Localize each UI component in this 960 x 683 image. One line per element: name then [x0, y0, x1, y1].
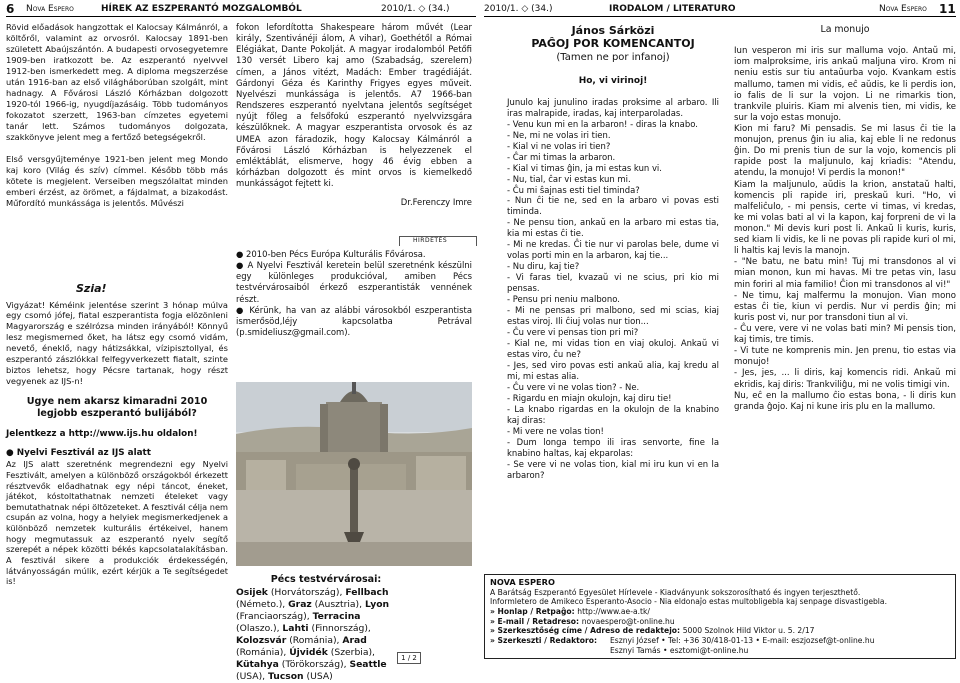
story-paragraph: - "Ne batu, ne batu min! Tuj mi transdonos al vi mian monon, kun mi havas. Mi tre petas vin, lasu min foriri al mia familio! Ĉion mi transdonos al vi!" — [734, 257, 956, 290]
kalocsay-bio-paragraph: Rövid előadások hangzottak el Kalocsay Kálmánról, a költőről, valamint az orvosról. Kalocsay 1891-ben született Abaújszántón. A budapesti orvosegyetemre 1909-ben iratkozott be. Az eszperantó nyelvvel 1912-ben ismerkedett meg. A diploma megszerzése után 1916-ban az első világháborúban szolgált, mint hadnagy. A Fővárosi László Kórházban dolgozott 1920-tól 1966-ig, nyugdíjazásáig. Több tudományos fokozatot szerzett, 1963-ban címzetes egyetemi tanár lett. Számos tudományos dolgozata, szakkönyve jelent meg a fertőző betegségekről. — [6, 22, 228, 143]
sister-city-country: (Törökország), — [278, 659, 350, 671]
colophon-line-2: Informletero de Amikeco Esperanto-Asocio - Nia eldonaĵo estas multobligebla kaj senpage disvastigebla. — [490, 597, 887, 607]
dialog-line: Junulo kaj junulino iradas proksime al arbaro. Ili iras malrapide, iradas, kaj interparoladas. — [507, 96, 719, 118]
festival-title — [6, 448, 228, 460]
column-1 — [6, 22, 228, 210]
left-paper-name: Nova Espero — [26, 3, 74, 14]
sister-cities-title: Pécs testvérvárosai: — [270, 574, 382, 585]
dialog-line: - Ne, mi ne volas iri tien. — [507, 129, 611, 140]
sister-cities-list — [236, 587, 396, 683]
editors-label: » Szerkeszti / Redaktoro: — [490, 636, 598, 646]
colophon-email — [490, 617, 950, 627]
colophon-box — [484, 574, 956, 659]
sister-city-country: (Szerbia), — [327, 647, 375, 659]
sister-city-name: Kütahya — [236, 659, 279, 671]
dialog-line: - Kial ne, mi vidas tion en viaj okuloj. Ankaŭ vi estas viro, ĉu ne? — [507, 338, 719, 360]
sister-cities-section — [236, 574, 396, 683]
right-page-header — [484, 1, 956, 17]
column-3 — [507, 24, 719, 481]
sister-city-country: (Németo.), — [236, 599, 289, 611]
pecs-city-photo — [236, 382, 472, 566]
email-link[interactable]: novaespero@t-online.hu — [581, 616, 675, 626]
sister-city-country: (USA) — [303, 671, 333, 683]
dialog-line: - Pensu pri neniu malbono. — [507, 294, 620, 305]
sister-city-country: (Olaszo.), — [236, 623, 283, 635]
article-title: PAĜOJ POR KOMENCANTOJ — [531, 37, 695, 51]
article-author: János Sárközi — [571, 24, 655, 37]
left-header-title: HÍREK AZ ESZPERANTÓ MOZGALOMBÓL — [101, 3, 302, 14]
szia-body: Vigyázat! Kéméink jelentése szerint 3 hónap múlva egy csomó jófej, fiatal eszperantista fogja elözönleni Magyarország e szélrózsa minden irányából! Könnyű lesz megismerned őket, ha látsz egy csomó vidám, nevető, éneklő, nagy hátizsákkal, vízipisztollyal, és eszperantó zászlókkal felfegyverkezett fiatalt, szinte biztos lehetsz, hogy Pécsre tartanak, hogy részt vegyenek az IJS-n! — [6, 299, 228, 387]
bullet-icon: ● — [236, 304, 250, 315]
dialog-line: - La knabo rigardas en la okulojn de la knabino kaj diras: — [507, 404, 719, 426]
dialog-line: - Mi ne pensas pri malbono, sed mi scias, kiaj estas viroj. Ili ĉiuj volas nur tion... — [507, 305, 719, 327]
sister-city-country: (Franciaország), — [236, 611, 313, 623]
dialog-lines — [507, 97, 719, 481]
dialog-line: - Venu kun mi en la arbaron! - diras la knabo. — [507, 118, 698, 129]
ad-item-3 — [236, 305, 472, 338]
email-label: » E-mail / Retadreso: — [490, 616, 582, 626]
story-paragraph: - Ĉu vere, vere vi ne volas bati min? Mi pensis tion, kaj timis, tre timis. — [734, 323, 956, 346]
sister-city-name: Graz — [288, 599, 312, 611]
ad-item-2-text: A Nyelvi Fesztivál keretein belül szeretnénk készülni egy különleges produkcióval, amiben Pécs testvérvárosaiból érkező eszperantisták vennének részt. — [236, 260, 472, 304]
colophon-name: NOVA ESPERO — [490, 577, 555, 587]
ad-section — [236, 249, 472, 338]
section-heading: Ho, vi virinoj! — [578, 75, 648, 86]
right-paper-name: Nova Espero — [879, 3, 927, 14]
story-paragraph: - Jes, jes, ... li diris, kaj komencis ridi. Ankaŭ mi ekridis, kaj diris: Trankviliĝu, mi ne volis timigi vin. — [734, 368, 956, 390]
ad-item-1 — [236, 249, 472, 260]
bullet-icon: ● — [236, 260, 248, 271]
colophon-line-1: A Barátság Eszperantó Egyesület Hírlevele - Kiadványunk sokszorosítható és ingyen terjeszthető. — [490, 587, 861, 597]
dialog-line: - Mi ne kredas. Ĉi tie nur vi parolas bele, dume vi volas porti min en la arbaron, kaj tie... — [507, 239, 719, 261]
dialog-line: - Kial vi timas ĝin, ja mi estas kun vi. — [507, 162, 662, 173]
colophon-editors — [490, 636, 950, 655]
dialog-line: - Ĉu vere vi pensas tion pri mi? — [507, 327, 639, 338]
ad-item-1-text: 2010-ben Pécs Európa Kulturális Fővárosa. — [246, 249, 426, 259]
column-4 — [734, 24, 956, 413]
sister-city-country: (Finnország), — [308, 623, 371, 635]
colophon-address — [490, 626, 950, 636]
dialog-line: - Ne pensu tion, ankaŭ en la arbaro mi estas tia, kia mi estas ĉi tie. — [507, 217, 719, 239]
colophon-homepage — [490, 607, 950, 617]
right-header-title: IRODALOM / LITERATURO — [609, 3, 736, 14]
sister-city-name: Terracina — [312, 611, 361, 623]
sister-city-name: Osijek — [236, 587, 268, 599]
szia-heading: Szia! — [76, 282, 107, 295]
dialog-line: - Rigardu en miajn okulojn, kaj diru tie! — [507, 393, 672, 404]
dialog-line: - Nu diru, kaj tie? — [507, 261, 580, 272]
sister-city-name: Seattle — [349, 659, 387, 671]
right-header-issue: 2010/1. ◇ (34.) — [484, 3, 553, 14]
left-header-issue: 2010/1. ◇ (34.) — [381, 3, 450, 14]
bullet-icon: ● — [236, 249, 247, 259]
address-label: » Szerkesztőség címe / Adreso de redaktejo: — [490, 626, 683, 636]
sister-city-country: (Horvátország), — [267, 587, 346, 599]
column-2 — [236, 22, 472, 209]
editor-1: Esznyi József • Tel: +36 30/418-01-13 • E-mail: eszjozsef@t-online.hu — [610, 636, 875, 646]
dialog-line: - Jes, sed viro povas esti ankaŭ alia, kaj kredu al mi, mi estas alia. — [507, 360, 719, 382]
festival-body: Az IJS alatt szeretnénk megrendezni egy Nyelvi Fesztivált, amelyen a különböző országokból érkezett résztvevők előadhatnak egy népi táncot, éneket, játékot, kóstoltathatnak nemzeti ételeket vagy bemutathatnak népi öltözeteket. A fesztivál célja nem csupán az volna, hogy a helyiek megismerkedjenek a különböző nemzetek kulturális értékeivel, hanem hogy megmutassuk az eszperantó nyelv segítő szerepét a népek közötti békés kapcsolatalakításban. A fesztivál sikere a produkciók érdekességén, látványosságán múlik, ezért kérjük a Te segítségedet is! — [6, 459, 228, 587]
editors-list — [610, 636, 875, 655]
monujo-story — [734, 46, 956, 413]
sister-city-name: Fellbach — [345, 587, 389, 599]
right-page-number: 11 — [939, 1, 956, 16]
szia-section — [6, 282, 228, 587]
sister-city-country: (Ausztria), — [311, 599, 365, 611]
story-paragraph: Kion mi faru? Mi pensadis. Se mi lasus ĉi tie la monujon, prenus ĝin iu alia, kaj eble li ne redonus ĝin. Do mi prenis tiun de sur la vojo, komencis pli rapide post la maljunulo, kaj kriadis: "Atendu, atendu, la monujo! Vi perdis la monon!" — [734, 123, 956, 179]
sister-city-name: Kolozsvár — [236, 635, 287, 647]
dialog-line: - Ĉu vere vi ne volas tion? - Ne. — [507, 382, 640, 393]
dialog-line: - Se vere vi ne volas tion, kial mi iru kun vi en la arbaron? — [507, 459, 719, 481]
story-paragraph: - Vi tute ne komprenis min. Jen prenu, tio estas via monujo! — [734, 346, 956, 368]
sister-city-country: (USA), — [236, 671, 269, 683]
festival-title-text: Nyelvi Fesztivál az IJS alatt — [16, 447, 151, 458]
sister-city-name: Lyon — [364, 599, 390, 611]
sister-city-name: Arad — [342, 635, 367, 647]
party-question: Ugye nem akarsz kimaradni 2010 legjobb eszperantó bulijából? — [26, 396, 208, 419]
ad-item-3-text: Kérünk, ha van az alábbi városokból eszperantista ismerősöd,léjy kapcsolatba Petrával (p.smideliusz@gmail.com). — [236, 304, 473, 338]
dialog-line: - Ĉu mi ŝajnas esti tiel timinda? — [507, 184, 640, 195]
dialog-line: - Nun ĉi tie ne, sed en la arbaro vi povas esti timinda. — [507, 195, 719, 217]
homepage-label: » Honlap / Retpaĝo: — [490, 606, 578, 616]
ad-item-2 — [236, 260, 472, 305]
dialog-line: - Nu, tial, ĉar vi estas kun mi. — [507, 173, 631, 184]
story-paragraph: Nu, eĉ en la mallumo ĉio estas bona, - li diris kun granda ĝojo. Kaj ni kune iris plu en la mallumo. — [734, 390, 956, 412]
sister-city-country: (Románia), — [236, 647, 290, 659]
page-indicator: 1 / 2 — [397, 652, 421, 664]
editor-2: Esznyi Tamás • esztomi@t-online.hu — [610, 645, 749, 655]
dialog-line: - Ĉar mi timas la arbaron. — [507, 151, 616, 162]
bullet-icon: ● — [6, 447, 17, 458]
kalocsay-works-paragraph: Első versgyűjteménye 1921-ben jelent meg Mondo kaj koro (Világ és szív) címmel. Később több más kötete is megjelent. Verseiben megszólaltat minden emberi érzést, az örömet, a fájdalmat, a bizakodást. Műfordító munkássága is jelentős. Művészi — [6, 154, 228, 209]
dialog-line: - Kial vi ne volas iri tien? — [507, 140, 611, 151]
homepage-link[interactable]: http://www.ae-a.tk/ — [577, 606, 650, 616]
ad-label: HIRDETÉS — [413, 237, 448, 244]
monujo-title: La monujo — [820, 24, 870, 35]
story-paragraph: Iun vesperon mi iris sur malluma vojo. Antaŭ mi, iom malproksime, iris ankaŭ maljuna viro. Krom ni neniu estis sur tiu antaŭurba vojo. Kvankam estis mallumo, tamen mi vidis, eĉ aŭdis, ke li perdis ion, io falis de li sur la vojon. Li ne rimarkis tion, trankvile pluiris. Kiam mi alvenis tien, mi vidis, ke sur la vojo estas monujo. — [734, 46, 956, 123]
sister-city-name: Tucson — [268, 671, 304, 683]
sister-city-country: (Románia), — [286, 635, 343, 647]
story-paragraph: Kiam la maljunulo, aŭdis la krion, anstataŭ halti, komencis pli rapide iri, preskaŭ kuri. "Ho, vi malfeliĉulo, - mi pensis, certe vi timas, vi kredas, ke mi volas bati al vi la kapon, kaj forpreni de vi la monon." Mi devis kuri post li. Ankaŭ li kuris, kuris, sed kiam li vidis, ke li ne povas pli rapide kuri ol mi, li haltis kaj levis la manojn. — [734, 179, 956, 257]
dialog-line: - Vi faras tiel, kvazaŭ vi ne scius, pri kio mi pensas. — [507, 272, 719, 294]
left-page-number: 6 — [6, 1, 15, 16]
sister-city-name: Újvidék — [289, 647, 328, 659]
dialog-line: - Mi vere ne volas tion! — [507, 426, 604, 437]
story-paragraph: - Ne timu, kaj malfermu la monujon. Vian mono estas ĉi tie, kiun vi perdis. Nur vi perdis ĝin; mi kuris post vi, nur por transdoni tiun al vi. — [734, 290, 956, 323]
kalocsay-translations-paragraph: fokon lefordította Shakespeare három művét (Lear király, Szentivánéji álom, A vihar), Goethétől a Római Elégiákat, Dante Pokolját. A magyar irodalomból Petőfi 130 versét Libero kaj amo (Szabadság, szerelem) címen, a János vitézt, Madách: Ember tragédiáját. Gárdonyi Géza és Karinthy Frigyes egyes műveit. Nyelvészi munkássága is jelentős. A7 1966-ban Rendszeres eszperantó nyelvtana jelentős segítséget nyújt főleg a felsőfokú eszperantó nyelvvizsgára készülőknek. A magyar eszperantista orvosok és az UMEA azon fáradozik, hogy Kalocsay Kálmánról a Fővárosi László Kórházban is helyezzenek el emléktáblát, elismerve, hogy 46 évig ebben a kórházban dolgozott és mint orvos is kiemelkedő munkásságot fejtett ki. — [236, 22, 472, 189]
signup-link[interactable]: Jelentkezz a http://www.ijs.hu oldalon! — [6, 428, 198, 439]
article-signature: Dr.Ferenczy Imre — [400, 197, 472, 208]
dialog-line: - Dum longa tempo ili iras senvorte, fine la knabino haltas, kaj ekparolas: — [507, 437, 719, 459]
address-text: 5000 Szolnok Hild Viktor u. 5. 2/17 — [682, 626, 815, 636]
left-page-header — [6, 1, 476, 17]
article-subtitle: (Tamen ne por infanoj) — [556, 51, 670, 63]
sister-city-name: Lahti — [282, 623, 309, 635]
